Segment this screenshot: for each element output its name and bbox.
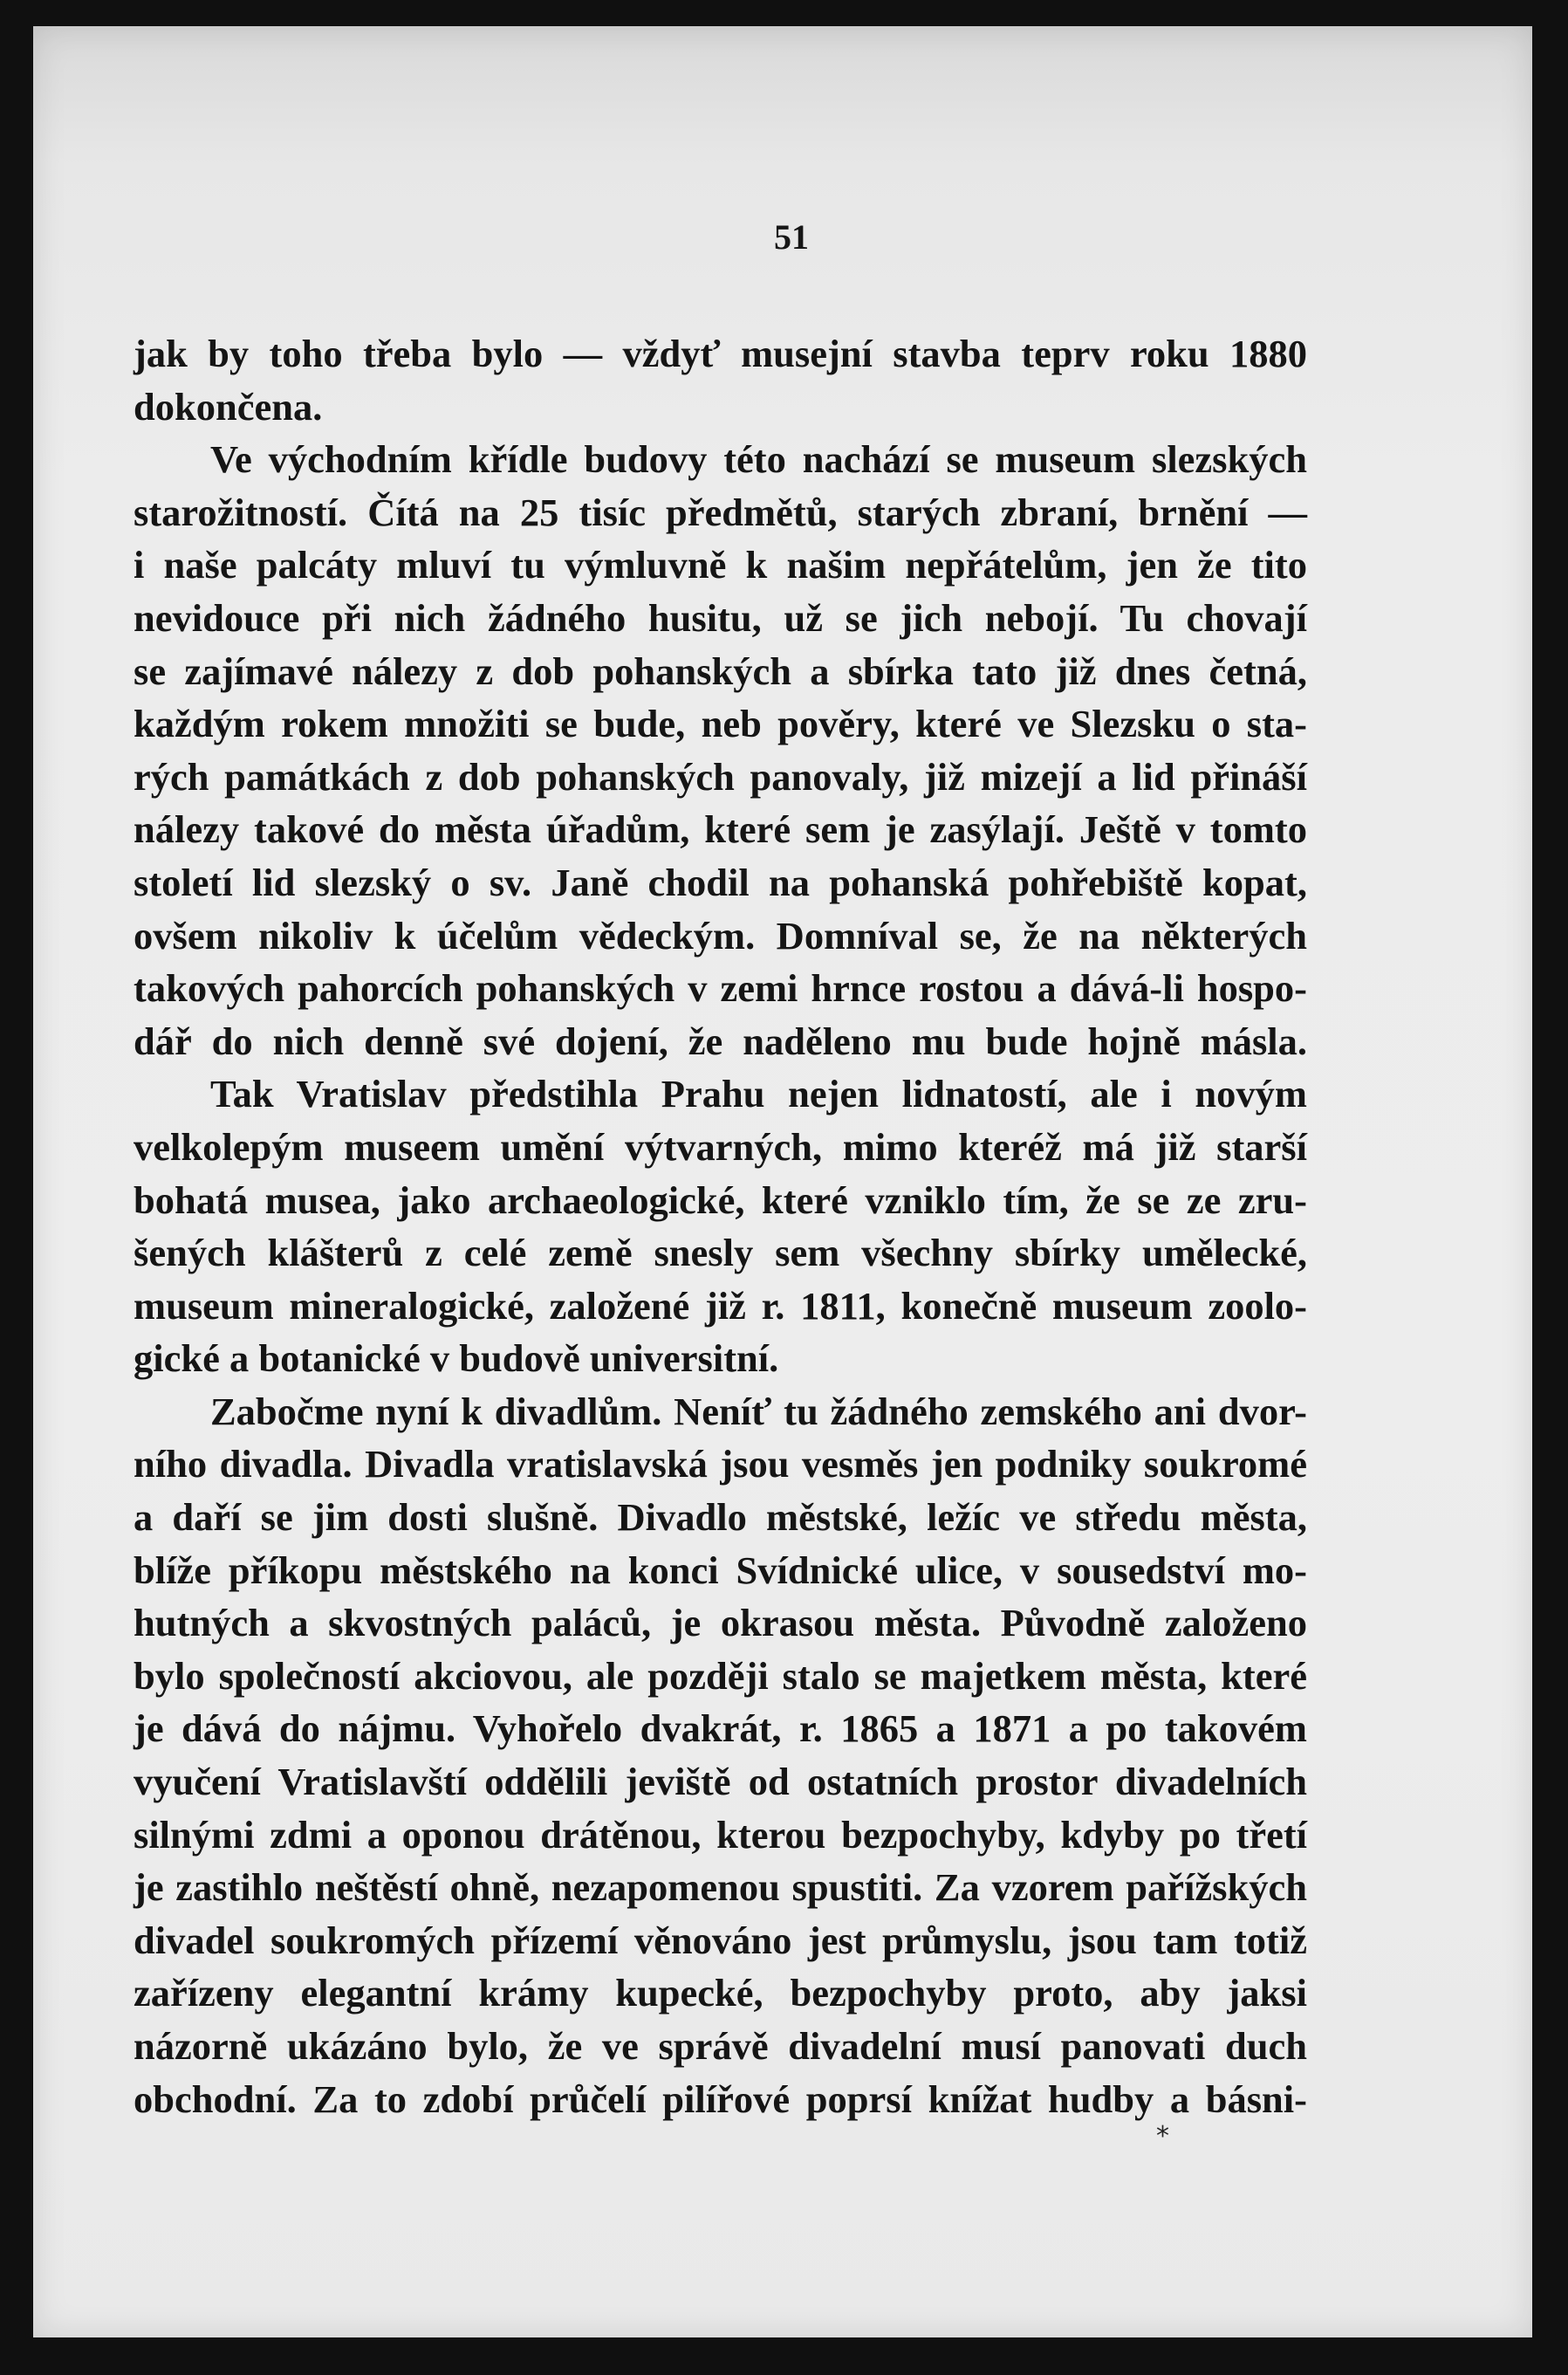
text-line: názorně ukázáno bylo, že ve správě divadelní musí panovati duch xyxy=(134,2024,1307,2068)
text-line: a daří se jim dosti slušně. Divadlo městské, ležíc ve středu města, xyxy=(134,1495,1307,1540)
text-line: zařízeny elegantní krámy kupecké, bezpochyby proto, aby jaksi xyxy=(134,1971,1307,2015)
text-line: je zastihlo neštěstí ohně, nezapomenou spustiti. Za vzorem pařížských xyxy=(134,1865,1307,1910)
text-line: Ve východním křídle budovy této nachází se museum slezských xyxy=(210,437,1307,482)
body-text xyxy=(134,327,1307,2125)
text-line: bylo společností akciovou, ale později stalo se majetkem města, které xyxy=(134,1653,1307,1698)
text-line: dář do nich denně své dojení, že naděleno mu bude hojně másla. xyxy=(134,1019,1307,1063)
text-line: je dává do nájmu. Vyhořelo dvakrát, r. 1865 a 1871 a po takovém xyxy=(134,1706,1307,1751)
text-line: silnými zdmi a oponou drátěnou, kterou bezpochyby, kdyby po třetí xyxy=(134,1812,1307,1857)
text-line: obchodní. Za to zdobí průčelí pilířové poprsí knížat hudby a básni- xyxy=(134,2076,1307,2121)
text-line: se zajímavé nálezy z dob pohanských a sbírka tato již dnes četná, xyxy=(134,649,1307,693)
text-line: každým rokem množiti se bude, neb pověry, které ve Slezsku o sta- xyxy=(134,702,1307,746)
text-line: i naše palcáty mluví tu výmluvně k našim nepřátelům, jen že tito xyxy=(134,543,1307,587)
text-line: gické a botanické v budově universitní. xyxy=(134,1336,779,1381)
text-line: divadel soukromých přízemí věnováno jest průmyslu, jsou tam totiž xyxy=(134,1918,1307,1962)
text-line: takových pahorcích pohanských v zemi hrnce rostou a dává-li hospo- xyxy=(134,966,1307,1011)
text-line: hutných a skvostných paláců, je okrasou města. Původně založeno xyxy=(134,1601,1307,1645)
text-line: Tak Vratislav předstihla Prahu nejen lidnatostí, ale i novým xyxy=(210,1072,1307,1116)
text-line: šených klášterů z celé země snesly sem všechny sbírky umělecké, xyxy=(134,1231,1307,1275)
text-line: starožitností. Čítá na 25 tisíc předmětů, starých zbraní, brnění — xyxy=(134,490,1307,534)
text-line: ního divadla. Divadla vratislavská jsou vesměs jen podniky soukromé xyxy=(134,1442,1307,1486)
text-line: museum mineralogické, založené již r. 1811, konečně museum zoolo- xyxy=(134,1283,1307,1328)
text-line: století lid slezský o sv. Janě chodil na pohanská pohřebiště kopat, xyxy=(134,860,1307,904)
text-line: nevidouce při nich žádného husitu, už se jich nebojí. Tu chovají xyxy=(134,595,1307,640)
text-line: blíže příkopu městského na konci Svídnické ulice, v sousedství mo- xyxy=(134,1548,1307,1592)
text-line: velkolepým museem umění výtvarných, mimo kteréž má již starší xyxy=(134,1124,1307,1169)
text-line: dokončena. xyxy=(134,384,323,429)
text-line: nálezy takové do města úřadům, které sem je zasýlají. Ještě v tomto xyxy=(134,807,1307,852)
text-line: Zabočme nyní k divadlům. Neníť tu žádného zemského ani dvor- xyxy=(210,1389,1307,1433)
text-line: vyučení Vratislavští oddělili jeviště od ostatních prostor divadelních xyxy=(134,1760,1307,1804)
text-line: jak by toho třeba bylo — vždyť musejní stavba teprv roku 1880 xyxy=(134,332,1307,375)
book-page xyxy=(33,26,1532,2337)
text-line: rých památkách z dob pohanských panovaly, již mizejí a lid přináší xyxy=(134,754,1307,799)
text-line: ovšem nikoliv k účelům vědeckým. Domníval se, že na některých xyxy=(134,913,1307,958)
text-line: bohatá musea, jako archaeologické, které vzniklo tím, že se ze zru- xyxy=(134,1177,1307,1222)
signature-mark: * xyxy=(1156,2121,1169,2152)
page-number: 51 xyxy=(774,217,809,257)
